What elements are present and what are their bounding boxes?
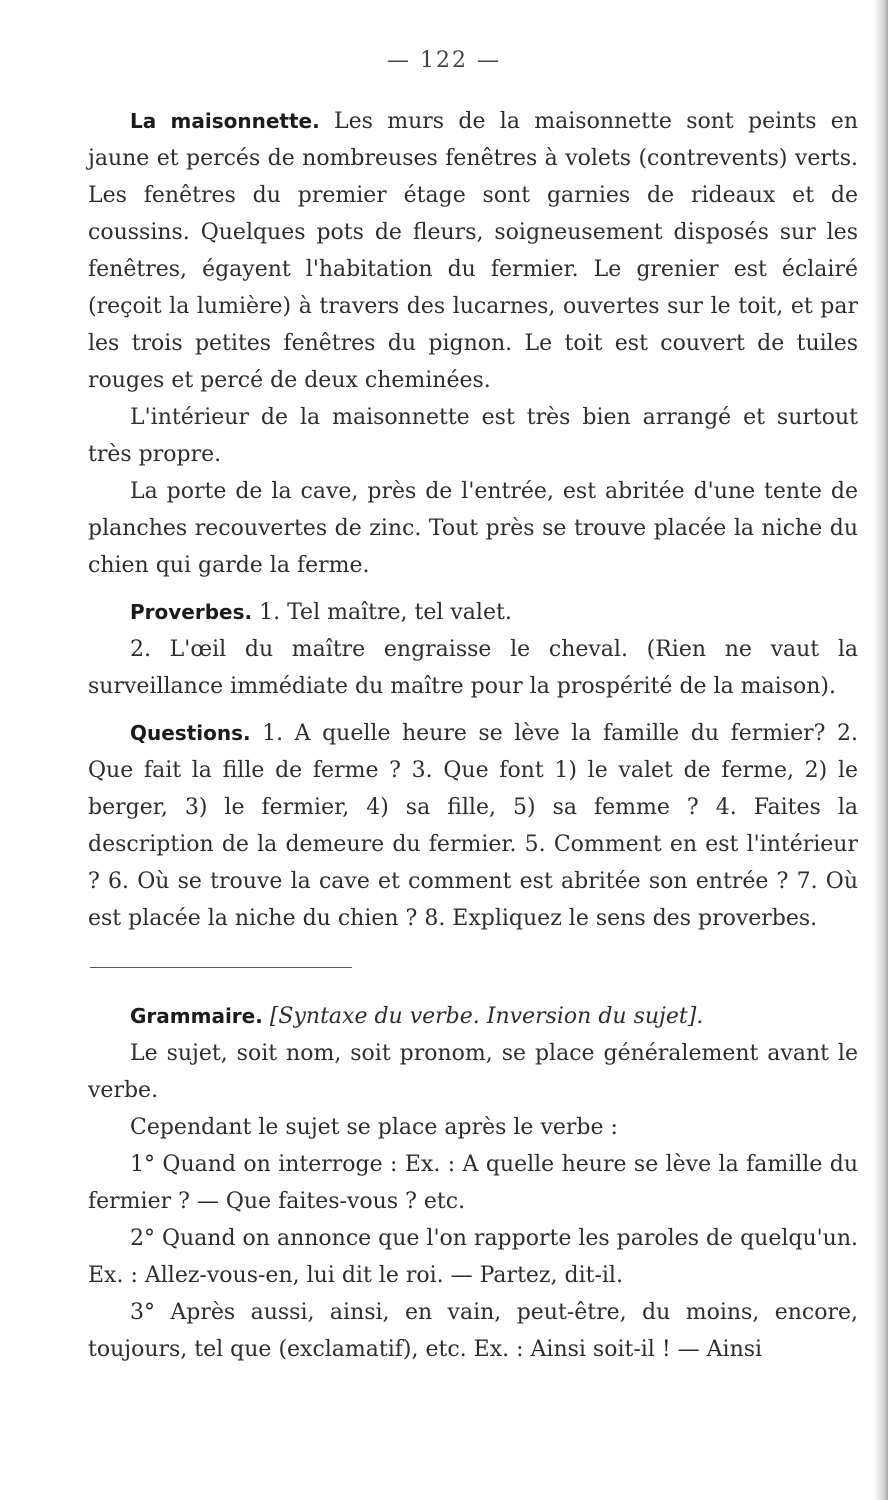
- page-edge-shadow: [874, 0, 888, 1500]
- page-number: — 122 —: [387, 48, 501, 73]
- questions-paragraph: [88, 715, 858, 937]
- questions-heading: Questions.: [130, 721, 251, 745]
- grammaire-rule-1: 1° Quand on interroge : Ex. : A quelle heure se lève la famille du fermier ? — Que faites-vous ? etc.: [88, 1152, 858, 1214]
- maisonnette-heading: La maisonnette.: [130, 109, 320, 133]
- page-content: [88, 103, 858, 1368]
- proverbes-heading: Proverbes.: [130, 600, 253, 624]
- grammaire-paragraph-1: Le sujet, soit nom, soit pronom, se place généralement avant le verbe.: [88, 1041, 858, 1103]
- questions-text: 1. A quelle heure se lève la famille du fermier? 2. Que fait la fille de ferme ? 3. Que font 1) le valet de ferme, 2) le berger, 3) le fermier, 4) sa fille, 5) sa femme ? 4. Faites la description de la demeure du fermier. 5. Comment en est l'intérieur ? 6. Où se trouve la cave et comment est abritée son entrée ? 7. Où est placée la niche du chien ? 8. Expliquez le sens des proverbes.: [88, 721, 858, 931]
- grammaire-subtitle: [Syntaxe du verbe. Inversion du sujet].: [269, 1004, 704, 1029]
- grammaire-paragraph-2: Cependant le sujet se place après le verbe :: [130, 1115, 618, 1140]
- maisonnette-paragraph: [88, 103, 858, 399]
- maisonnette-text: Les murs de la maisonnette sont peints en jaune et percés de nombreuses fenêtres à volets (contrevents) verts. Les fenêtres du premier étage sont garnies de rideaux et de coussins. Quelques pots de fleurs, soigneusement disposés sur les fenêtres, égayent l'habitation du fermier. Le grenier est éclairé (reçoit la lumière) à travers des lucarnes, ouvertes sur le toit, et par les trois petites fenêtres du pignon. Le toit est couvert de tuiles rouges et percé de deux cheminées.: [88, 109, 858, 393]
- cave-paragraph: La porte de la cave, près de l'entrée, est abritée d'une tente de planches recouvertes de zinc. Tout près se trouve placée la niche du chien qui garde la ferme.: [88, 479, 858, 578]
- grammaire-title-line: [88, 998, 858, 1035]
- grammaire-rule-3: 3° Après aussi, ainsi, en vain, peut-être, du moins, encore, toujours, tel que (exclamatif), etc. Ex. : Ainsi soit-il ! — Ainsi: [88, 1300, 858, 1362]
- grammaire-heading: Grammaire.: [130, 1004, 263, 1028]
- section-divider: [90, 967, 352, 968]
- section-gap: [88, 705, 858, 715]
- section-gap: [88, 584, 858, 594]
- interieur-paragraph: L'intérieur de la maisonnette est très bien arrangé et surtout très propre.: [88, 405, 858, 467]
- grammaire-rule-2: 2° Quand on annonce que l'on rapporte les paroles de quelqu'un. Ex. : Allez-vous-en, lui dit le roi. — Partez, dit-il.: [88, 1226, 859, 1288]
- proverbe-1: 1. Tel maître, tel valet.: [259, 600, 512, 625]
- proverbes-paragraph: [88, 594, 858, 631]
- proverbe-2: 2. L'œil du maître engraisse le cheval. (Rien ne vaut la surveillance immédiate du maître pour la prospérité de la maison).: [88, 637, 858, 699]
